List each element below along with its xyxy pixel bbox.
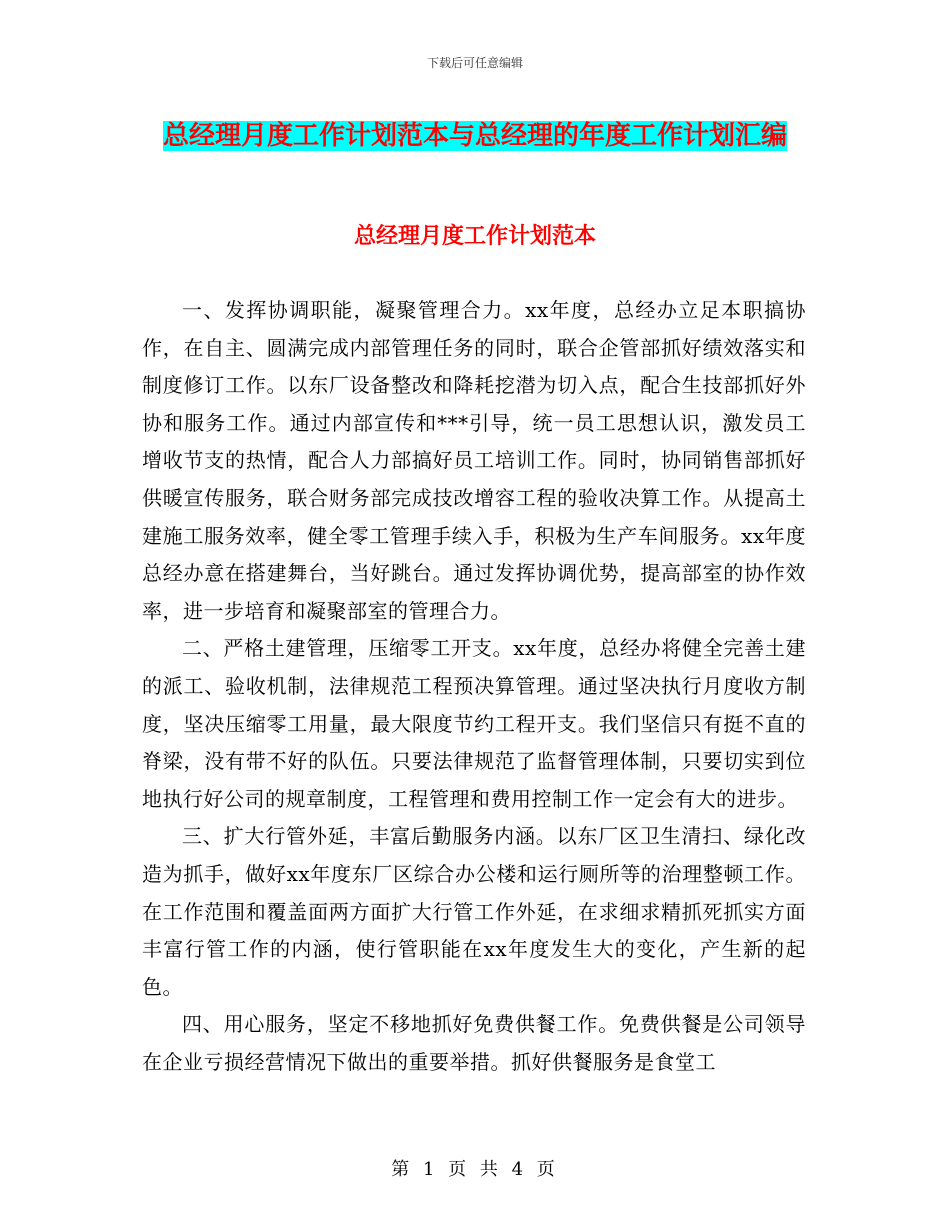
document-title-text: 总经理月度工作计划范本与总经理的年度工作计划汇编 [162, 121, 787, 151]
header-note: 下载后可任意编辑 [426, 56, 523, 70]
paragraph-1: 一、发挥协调职能，凝聚管理合力。xx年度，总经办立足本职搞协作，在自主、圆满完成内部管理任务的同时，联合企管部抓好绩效落实和制度修订工作。以东厂设备整改和降耗挖潜为切入点，配合生技部抓好外协和服务工作。通过内部宣传和***引导，统一员工思想认识，激发员工增收节支的热情，配合人力部搞好员工培训工作。同时，协同销售部抓好供暖宣传服务，联合财务部完成技改增容工程的验收决算工作。从提高土建施工服务效率，健全零工管理手续入手，积极为生产车间服务。xx年度总经办意在搭建舞台，当好跳台。通过发挥协调优势，提高部室的协作效率，进一步培育和凝聚部室的管理合力。 [142, 298, 806, 623]
paragraph-4: 四、用心服务，坚定不移地抓好免费供餐工作。免费供餐是公司领导在企业亏损经营情况下做出的重要举措。抓好供餐服务是食堂工 [142, 1012, 806, 1074]
paragraph-3: 三、扩大行管外延，丰富后勤服务内涵。以东厂区卫生清扫、绿化改造为抓手，做好xx年度东厂区综合办公楼和运行厕所等的治理整顿工作。在工作范围和覆盖面两方面扩大行管工作外延，在求细求精抓死抓实方面丰富行管工作的内涵，使行管职能在xx年度发生大的变化，产生新的起色。 [142, 824, 806, 999]
section-title: 总经理月度工作计划范本 [353, 223, 596, 249]
paragraph-2: 二、严格土建管理，压缩零工开支。xx年度，总经办将健全完善土建的派工、验收机制，法律规范工程预决算管理。通过坚决执行月度收方制度，坚决压缩零工用量，最大限度节约工程开支。我们坚信只有挺不直的脊梁，没有带不好的队伍。只要法律规范了监督管理体制，只要切实到位地执行好公司的规章制度，工程管理和费用控制工作一定会有大的进步。 [142, 636, 806, 811]
document-body [142, 292, 806, 1081]
page-number-footer: 第 1 页 共 4 页 [391, 1159, 559, 1180]
document-title [140, 113, 810, 159]
